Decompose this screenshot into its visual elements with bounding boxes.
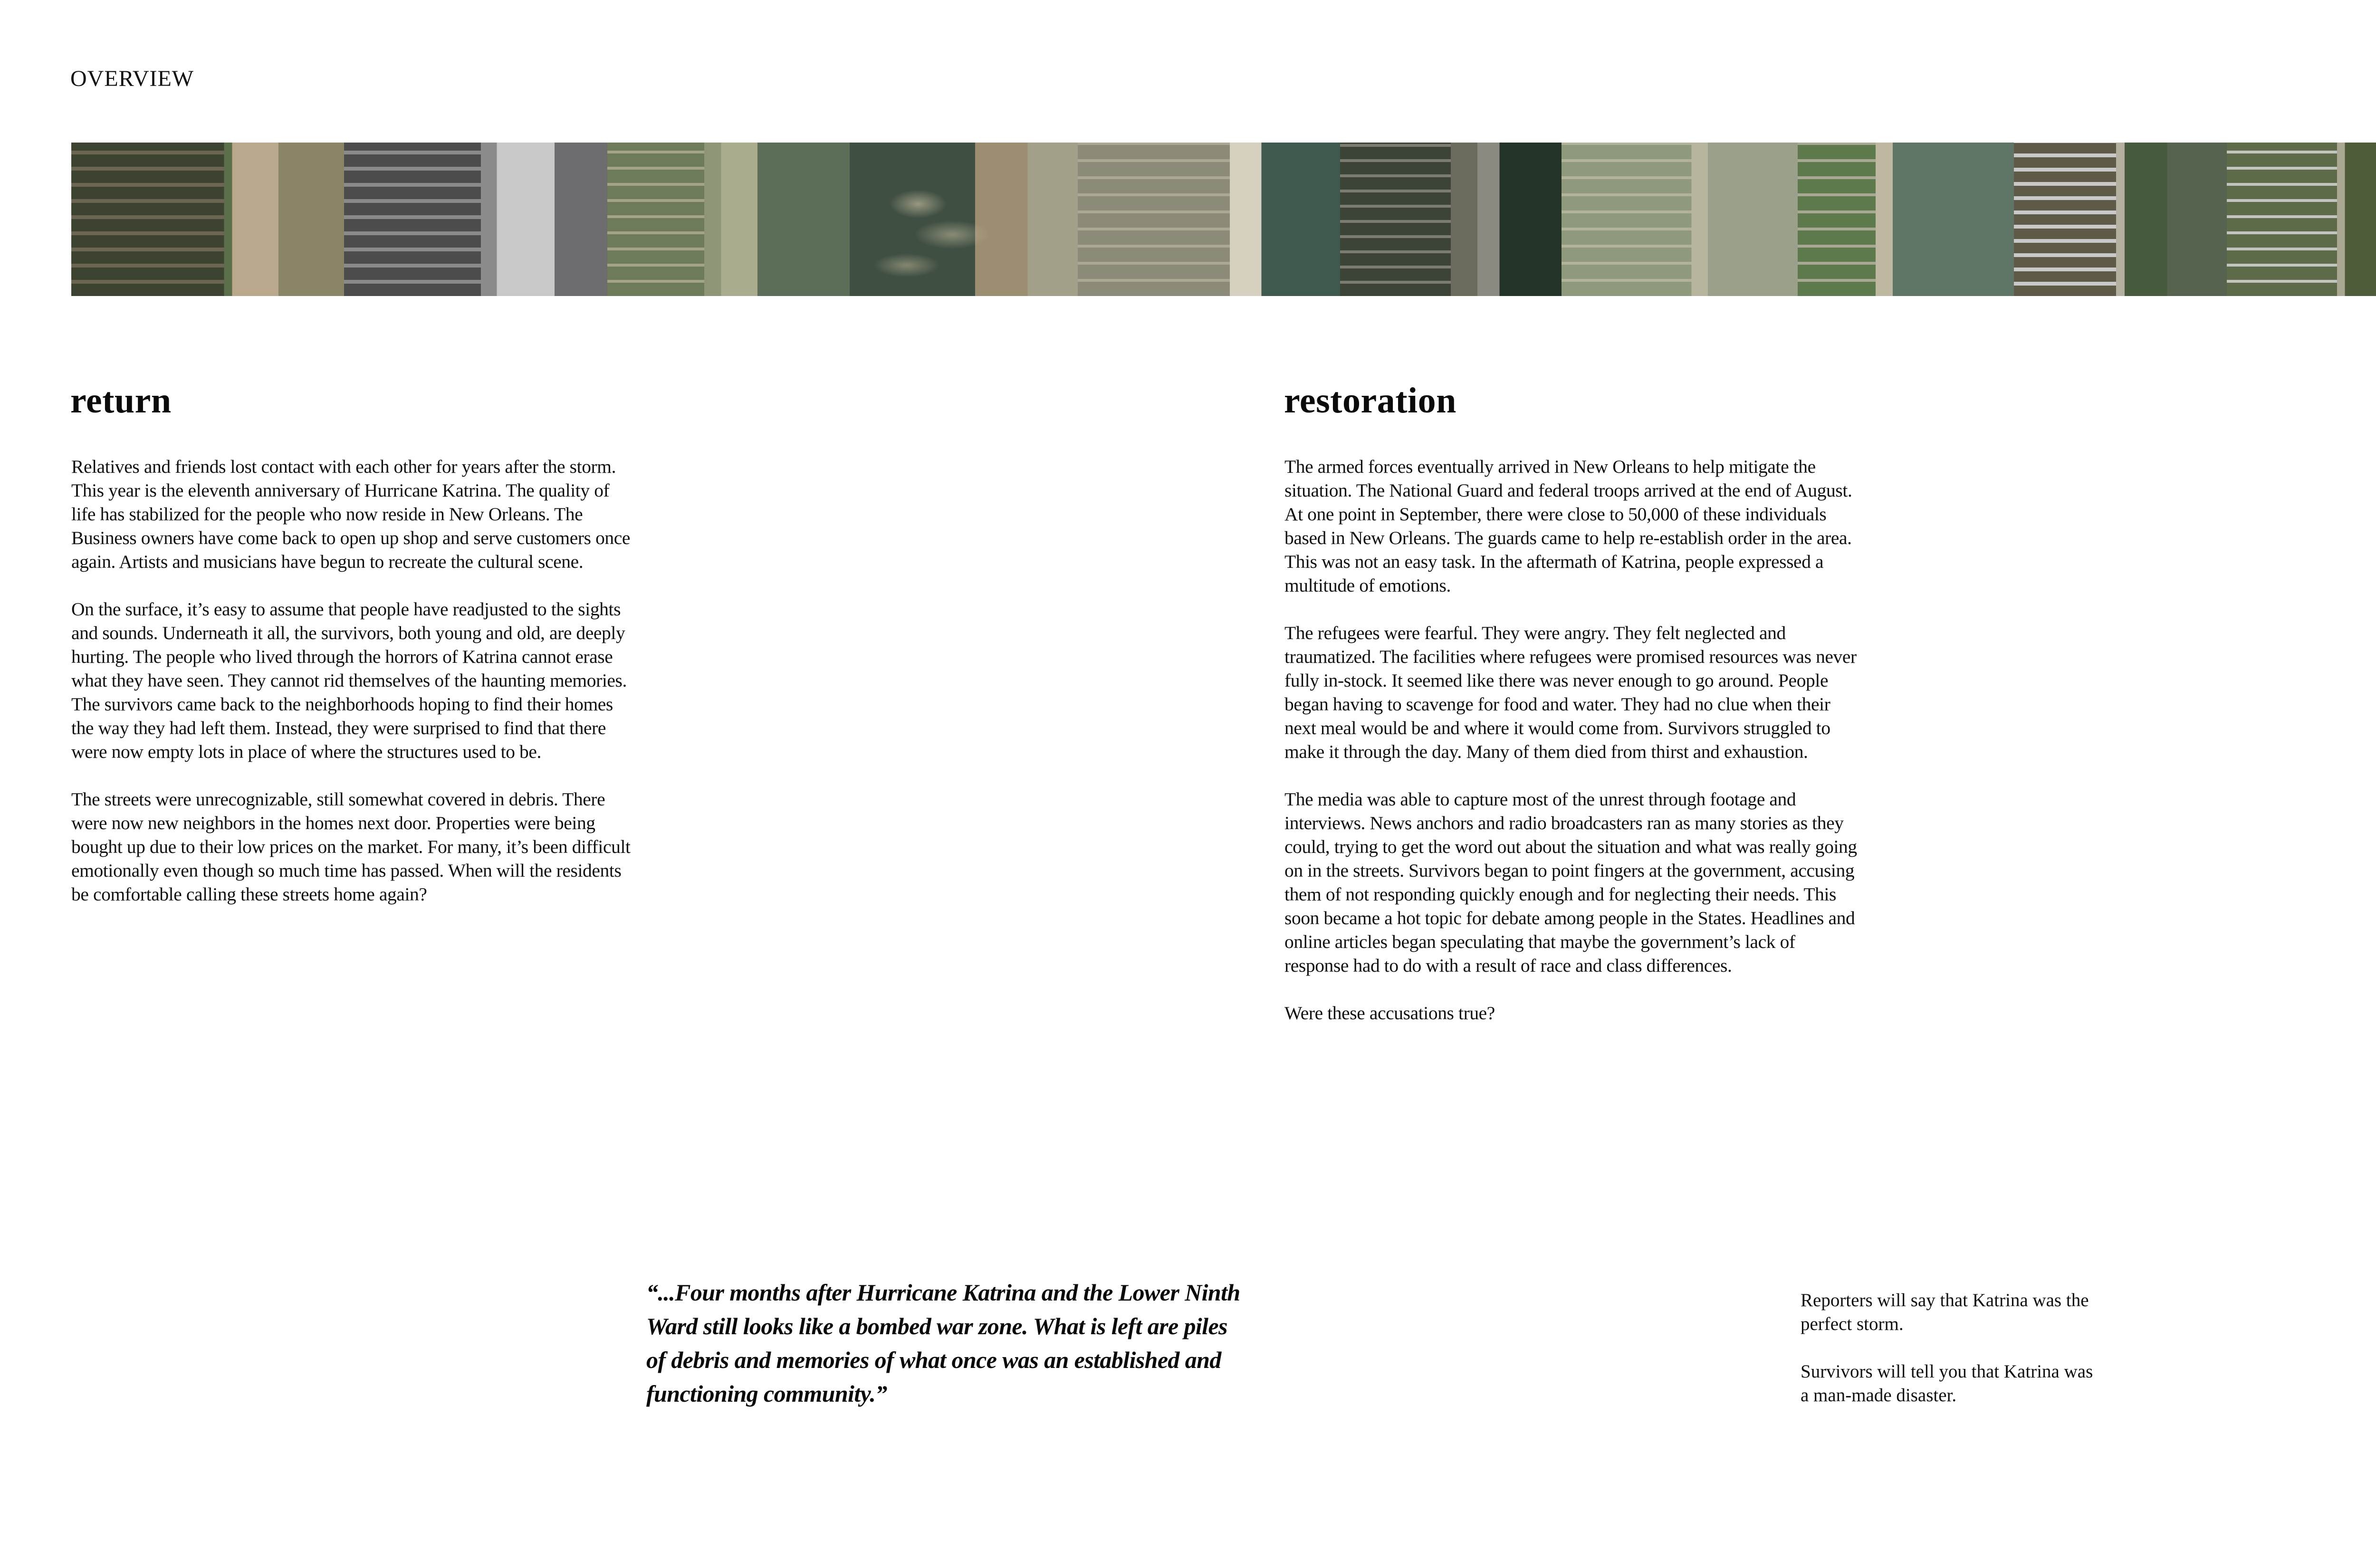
aerial-image-strip: [71, 143, 2376, 296]
aerial-photo-flooded-ward-icon: [850, 143, 1078, 296]
aerial-photo-debris-levee-icon: [1078, 143, 1340, 296]
restoration-body: [1284, 455, 1859, 1049]
aerial-photo-neighborhood-green-icon: [607, 143, 850, 296]
restoration-paragraph: The media was able to capture most of the unrest through footage and interviews. News anchors and radio broadcasters ran as many stories as they could, trying to get the word out about the situation and what was really going on in the streets. Survivors began to point fingers at the government, accusing them of not responding quickly enough and for neglecting their needs. This soon became a hot topic for debate among people in the States. Headlines and online articles began speculating that maybe the government’s lack of response had to do with a result of race and class differences.: [1284, 789, 1857, 976]
aerial-photo-new-homes-canal-icon: [2227, 143, 2376, 296]
aerial-photo-dark-canal-icon: [1340, 143, 1562, 296]
restoration-paragraph: Were these accusations true?: [1284, 1003, 1495, 1023]
return-paragraph: Relatives and friends lost contact with each other for years after the storm. This year is the eleventh anniversary of Hurricane Katrina. The quality of life has stabilized for the people who now reside in New Orleans. The Business owners have come back to open up shop and serve customers once again. Artists and musicians have begun to recreate the cultural scene.: [71, 456, 631, 572]
pull-quote: “...Four months after Hurricane Katrina and the Lower Ninth Ward still looks like a bombed war zone. What is left are piles of debris and memories of what once was an established and functioning community.”: [646, 1279, 1240, 1407]
aerial-photo-levee-grayscale-icon: [344, 143, 607, 296]
aerial-photo-faded-lots-icon: [1562, 143, 1798, 296]
heading-return: return: [70, 381, 172, 421]
aerial-photo-rebuilt-homes-icon: [2014, 143, 2227, 296]
restoration-paragraph: The refugees were fearful. They were angry. They felt neglected and traumatized. The facilities where refugees were promised resources was never fully in-stock. It seemed like there was never enough to go around. People began having to scavenge for food and water. They had no clue when their next meal would be and where it would come from. Survivors struggled to make it through the day. Many of them died from thirst and exhaustion.: [1284, 622, 1857, 762]
section-label: OVERVIEW: [70, 66, 194, 91]
heading-restoration: restoration: [1284, 381, 1456, 421]
return-paragraph: The streets were unrecognizable, still somewhat covered in debris. There were now new neighbors in the homes next door. Properties were being bought up due to their low prices on the market. For many, it’s been difficult emotionally even though so much time has passed. When will the residents be comfortable calling these streets home again?: [71, 789, 631, 905]
sidenote-line: Reporters will say that Katrina was the perfect storm.: [1801, 1290, 2089, 1334]
return-paragraph: On the surface, it’s easy to assume that people have readjusted to the sights and sounds. Underneath it all, the survivors, both young and old, are deeply hurting. The people who lived through the horrors of Katrina cannot erase what they have seen. They cannot rid themselves of the haunting memories. The survivors came back to the neighborhoods hoping to find their homes the way they had left them. Instead, they were surprised to find that there were now empty lots in place of where the structures used to be.: [71, 599, 627, 762]
restoration-paragraph: The armed forces eventually arrived in New Orleans to help mitigate the situation. The National Guard and federal troops arrived at the end of August. At one point in September, there were close to 50,000 of these individuals based in New Orleans. The guards came to help re-establish order in the area. This was not an easy task. In the aftermath of Katrina, people expressed a multitude of emotions.: [1284, 456, 1852, 596]
sidenote: [1801, 1289, 2105, 1431]
aerial-photo-levee-color-icon: [71, 143, 344, 296]
aerial-photo-empty-lots-water-icon: [1798, 143, 2014, 296]
return-body: [71, 455, 632, 930]
sidenote-line: Survivors will tell you that Katrina was a man-made disaster.: [1801, 1361, 2093, 1405]
